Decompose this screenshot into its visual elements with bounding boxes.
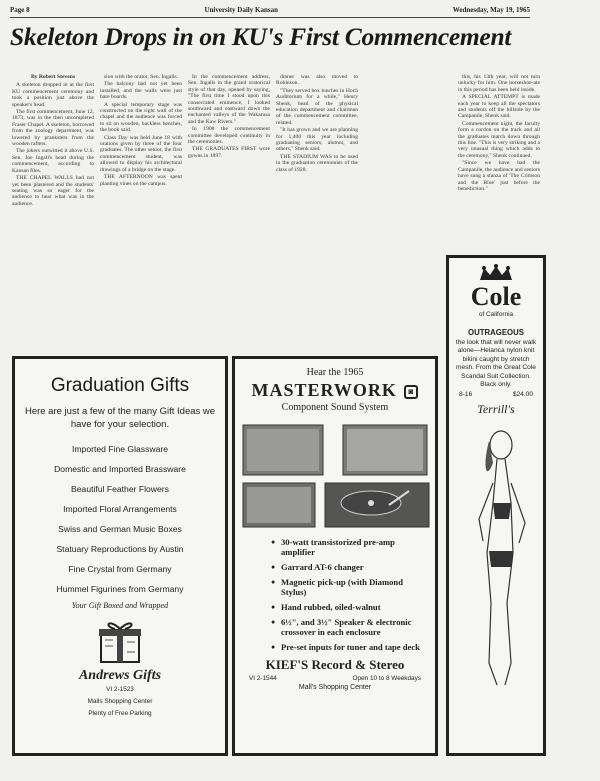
- paragraph: THE GRADUATES FIRST wore gowns in 1897.: [188, 146, 270, 159]
- paragraph: A SPECIAL ATTEMPT is made each year to keep all the spectators and students off the hillside by the Campanile, Shenk said.: [458, 94, 540, 120]
- list-item: Beautiful Feather Flowers: [71, 484, 169, 494]
- paragraph: this, his 13th year, will not turn unlucky for him. One horseshoe-ate in this period has been held inside.: [458, 74, 540, 93]
- store-hours: Open 10 to 8 Weekdays: [352, 675, 421, 682]
- paragraph: Commencement night, the faculty form a cordon on the track and all the graduates march down through this line. "This is very striking and a very unusual thing which adds to the ceremony," Shenk continued.: [458, 120, 540, 159]
- paragraph: In the commencement address, Sen. Ingalls in the grand oratorical style of that day, opened by saying, "The first time I stood upon this consecrated eminence, I looked southward and eastward down the enchanted valleys of the Wakarusa and the Kaw Rivers.": [188, 74, 270, 125]
- shop-parking: Plenty of Free Parking: [88, 710, 152, 717]
- ad-intro: Here are just a few of the many Gift Ideas we have for your selection.: [24, 406, 216, 430]
- list-item: ● Magnetic pick-up (with Diamond Stylus): [271, 577, 429, 597]
- article-column-5: [458, 74, 540, 252]
- article-column-1: [12, 74, 94, 358]
- list-item: Fine Crystal from Germany: [68, 564, 172, 574]
- gift-wrap-note: Your Gift Boxed and Wrapped: [71, 601, 169, 610]
- stereo-system-image: [241, 421, 431, 531]
- gift-list: [23, 439, 217, 599]
- list-item: Domestic and Imported Brassware: [54, 464, 186, 474]
- brand-label: MASTERWORK: [251, 380, 397, 400]
- brand-name: [241, 380, 429, 401]
- article-column-4: [276, 74, 358, 358]
- ad-subtitle: Component Sound System: [281, 402, 389, 413]
- paragraph: In 1908 the commencement committee developed continuity in the ceremonies.: [188, 126, 270, 146]
- paragraph: dinner was also moved to Robinson.: [276, 74, 358, 87]
- store-phone: VI 2-1544: [249, 675, 277, 682]
- article-column-2: [100, 74, 182, 358]
- store-name: KIEF'S Record & Stereo: [265, 657, 405, 672]
- paragraph: The balcony had not yet been installed, and the walls were just bare boards.: [100, 81, 182, 101]
- store-name: Terrill's: [477, 402, 515, 417]
- list-item: ● Garrard AT-6 changer: [271, 562, 429, 572]
- feature-list: [271, 537, 429, 652]
- page-headline: Skeleton Drops in on KU's First Commencement: [10, 22, 512, 51]
- paragraph: "Since we have had the Campanile, the audience and seniors have sung a stanza of 'The Crimson and the Blue' just before the benediction.": [458, 160, 540, 192]
- andrews-gifts-ad: [12, 356, 228, 756]
- brand-subtitle: of California: [478, 311, 514, 318]
- paragraph: "They served box lunches in Hoch Auditorium for a while," Henry Shenk, head of the physical education department and chairman of the commencement committee, related.: [276, 87, 358, 126]
- list-item: ● Hand rubbed, oiled-walnut: [271, 602, 429, 612]
- masterwork-logo-icon: ◙: [404, 385, 418, 399]
- paragraph: THE AFTERNOON was spent planting vines on the campus.: [100, 174, 182, 187]
- byline: By Robert Stevens: [30, 74, 76, 80]
- paragraph: The first commencement, June 12, 1873, was in the then uncompleted Fraser Chapel. A skeleton, borrowed from the zoology department, was lowered by pranksters from the wooden rafters.: [12, 109, 94, 148]
- list-item: Statuary Reproductions by Austin: [56, 544, 184, 554]
- list-item: Hummel Figurines from Germany: [56, 584, 184, 594]
- store-info-row: [249, 675, 421, 682]
- kiefs-stereo-ad: [232, 356, 438, 756]
- cole-swimwear-ad: [446, 255, 546, 756]
- brand-name: Cole: [470, 282, 522, 311]
- shop-location: Malls Shopping Center: [87, 698, 153, 705]
- paragraph: "It has grown and we are planning for 1,400 this year including graduating seniors, alumni, and others," Shenk said.: [276, 127, 358, 153]
- paragraph: THE CHAPEL WALLS had not yet been plastered and the students' seating was so eager for the audience to hear what was in the audience.: [12, 175, 94, 207]
- paragraph: A skeleton dropped in at the first KU commencement ceremony and took a position just above the speaker's head.: [12, 82, 94, 108]
- list-item: Imported Floral Arrangements: [63, 504, 177, 514]
- paragraph: THE STADIUM WAS to be used in the graduation ceremonies of the class of 1928.: [276, 153, 358, 173]
- store-location: Mall's Shopping Center: [298, 684, 372, 691]
- article-column-3: [188, 74, 270, 358]
- ad-tagline: Hear the 1965: [306, 367, 364, 378]
- issue-date: Wednesday, May 19, 1965: [452, 6, 530, 14]
- shop-phone: VI 2-1523: [106, 686, 134, 693]
- paragraph: sion with the orator, Sen. Ingalls.: [104, 74, 179, 80]
- list-item: ● Pre-set inputs for tuner and tape deck: [271, 642, 429, 652]
- gift-box-icon: [95, 616, 145, 664]
- paragraph: Class Day was held June 18 with orations given by three of the four graduates. The other senior, the first commencement student, was allowed to display his architectural drawings of a bridge on the stage.: [100, 134, 182, 173]
- list-item: Swiss and German Music Boxes: [58, 524, 182, 534]
- ad-headline: OUTRAGEOUS: [468, 328, 524, 337]
- list-item: ● 6½", and 3½" Speaker & electronic crossover in each enclosure: [271, 617, 429, 637]
- swimsuit-model-illustration: [453, 423, 539, 693]
- sizes: 8-16: [459, 391, 473, 399]
- newspaper-name: University Daily Kansan: [204, 6, 278, 14]
- crown-crest-icon: [453, 264, 539, 282]
- shop-name: Andrews Gifts: [78, 668, 162, 683]
- price: $24.00: [512, 391, 533, 399]
- ad-title: Graduation Gifts: [50, 375, 190, 396]
- masthead: [10, 6, 530, 18]
- ad-description: the look that will never walk alone—Helanca nylon knit bikini caught by stretch mesh. From the Great Cole Scandal Suit Collection. Black only.: [455, 339, 537, 389]
- page-number: Page 8: [10, 6, 30, 14]
- list-item: Imported Fine Glassware: [72, 444, 168, 454]
- list-item: ● 30-watt transistorized pre-amp amplifier: [271, 537, 429, 557]
- paragraph: A special temporary stage was constructed on the right wall of the chapel and the audience was forced to sit on wooden, backless benches, the book said.: [100, 101, 182, 134]
- price-row: [459, 391, 533, 398]
- paragraph: The jokers outwitted it above U.S. Sen. Joe Ingall's head during the commencement, according to Kansan files.: [12, 148, 94, 174]
